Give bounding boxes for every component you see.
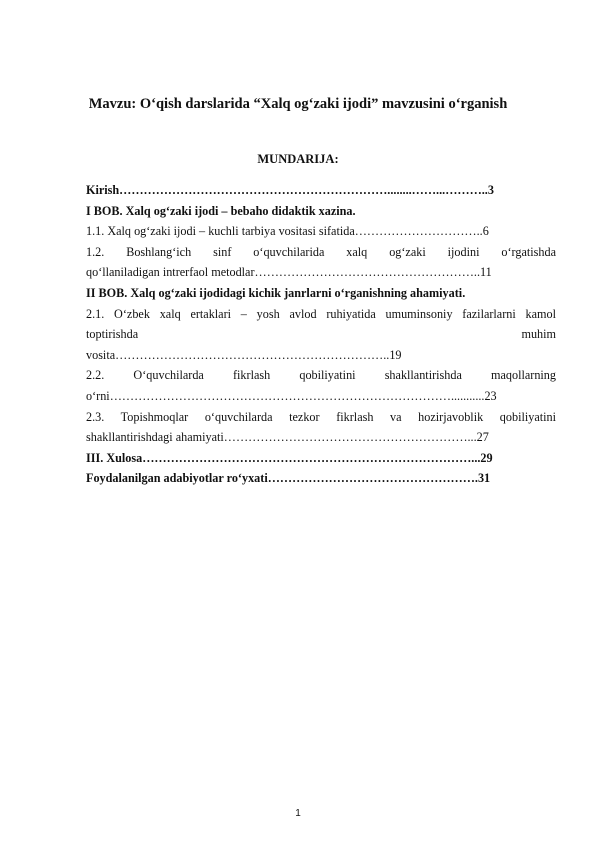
toc-entry-xulosa[interactable]: III. Xulosa………………………………………………………………………...29	[86, 450, 493, 465]
toc-entry-2-3-line2[interactable]: shakllantirishdagi ahamiyati……………………………………………………...27	[86, 430, 489, 445]
toc-entry-2-3-line1[interactable]: 2.3. Topishmoqlar o‘quvchilarda tezkor fikrlash va hozirjavoblik qobiliyatini	[86, 409, 556, 424]
toc-entry-1-2-line2[interactable]: qo‘llaniladigan intrerfaol metodlar………………………………………………..11	[86, 265, 492, 280]
table-of-contents	[86, 180, 556, 489]
toc-entry-1-2-line1[interactable]: 1.2. Boshlang‘ich sinf o‘quvchilarida xalq og‘zaki ijodini o‘rgatishda	[86, 244, 556, 259]
toc-entry-kirish[interactable]: Kirish…………………………………………………………........……...………..3	[86, 183, 494, 197]
toc-entry-2-2-line2[interactable]: o‘rni…………………………………………………………………………...........23	[86, 388, 497, 403]
toc-entry-1-1[interactable]: 1.1. Xalq og‘zaki ijodi – kuchli tarbiya vositasi sifatida…………………………..6	[86, 224, 489, 239]
toc-chapter-2[interactable]: II BOB. Xalq og‘zaki ijodidagi kichik janrlarni o‘rganishning ahamiyati.	[86, 285, 466, 300]
toc-entry-adabiyotlar[interactable]: Foydalanilgan adabiyotlar ro‘yxati…………………………………………….31	[86, 471, 491, 486]
toc-entry-2-1-line3[interactable]: vosita…………………………………………………………..19	[86, 347, 402, 362]
toc-entry-2-1-line2[interactable]: toptirishda muhim	[86, 327, 556, 342]
document-title: Mavzu: O‘qish darslarida “Xalq og‘zaki ijodi” mavzusini o‘rganish	[88, 96, 508, 112]
toc-entry-2-1-line1[interactable]: 2.1. O‘zbek xalq ertaklari – yosh avlod ruhiyatida umuminsoniy fazilarlarni kamol	[86, 306, 556, 321]
toc-entry-2-2-line1[interactable]: 2.2. O‘quvchilarda fikrlash qobiliyatini shakllantirishda maqollarning	[86, 368, 556, 383]
page-number: 1	[295, 808, 301, 819]
toc-heading: MUNDARIJA:	[257, 152, 339, 166]
toc-chapter-1[interactable]: I BOB. Xalq og‘zaki ijodi – bebaho didaktik xazina.	[86, 203, 356, 218]
